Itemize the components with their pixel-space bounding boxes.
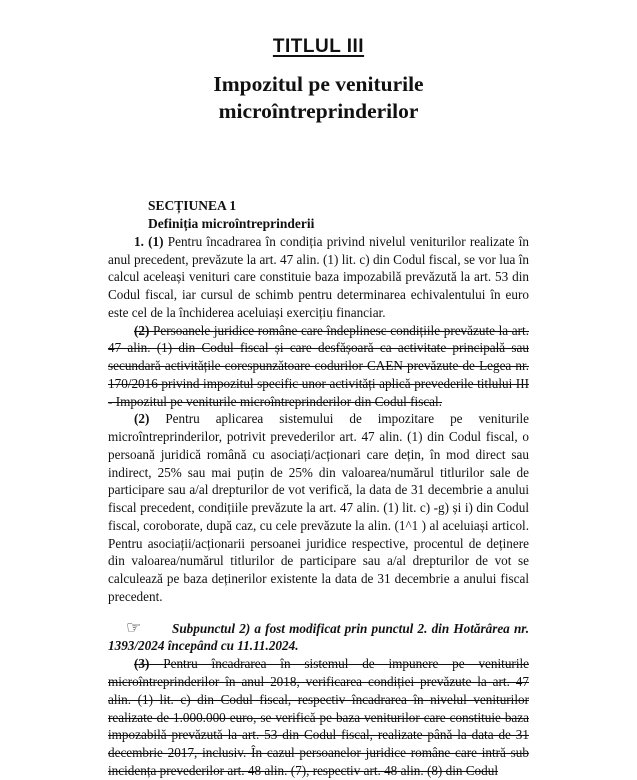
paragraph-2-repealed-text: Persoanele juridice române care îndeplinesc condițiile prevăzute la art. 47 alin. (1) din Codul fiscal și care desfășoară ca activitate principală sau secundară activitățile corespunzătoare codurilor CAEN prevăzute de Legea nr. 170/2016 privind impozitul specific unor activități aplică prevederile titlului III - Impozitul pe veniturile microîntreprinderilor din Codul fiscal. xyxy=(108,322,530,409)
paragraph-1-marker: 1. (1) xyxy=(134,233,164,249)
paragraph-2-text: Pentru aplicarea sistemului de impozitare pe veniturile microîntreprinderilor, potrivit prevederilor art. 47 alin. (1) din Codul fiscal, o persoană juridică română cu asociați/acționari care dețin, în mod direct sau indirect, 25% sau mai puțin de 25% din valoarea/numărul titlurilor sale de participare sau a/al drepturilor de vot verifică, la data de 31 decembrie a anului fiscal precedent, condițiile prevăzute la art. 47 alin. (1) lit. c) -g) și i) din Codul fiscal, coroborate, după caz, cu cele prevăzute la alin. (1^1 ) al aceluiași articol. Pentru asociații/acționarii persoanei juridice respective, procentul de deținere din valoarea/numărul titlurilor de participare sau a/al drepturilor de vot se calculează pe baza deținerilor existente la data de 31 decembrie a anului fiscal precedent. xyxy=(108,411,529,604)
pointing-hand-icon: ☞ xyxy=(126,617,142,638)
document-content xyxy=(108,0,529,780)
paragraph-2-marker: (2) xyxy=(134,411,150,427)
amendment-note xyxy=(108,617,529,656)
paragraph-2-repealed-marker: (2) xyxy=(134,322,150,338)
paragraph-2-repealed xyxy=(108,322,529,411)
page-title-line-1: Impozitul pe veniturile xyxy=(213,71,424,96)
paragraph-3-repealed-marker: (3) xyxy=(134,656,150,672)
paragraph-2 xyxy=(108,410,529,605)
paragraph-1-text: Pentru încadrarea în condiția privind nivelul veniturilor realizate în anul precedent, prevăzute la art. 47 alin. (1) lit. c) din Codul fiscal, se vor lua în calcul aceleași venituri care constituie baza impozabilă prevăzută la art. 53 din Codul fiscal, iar cursul de schimb pentru determinarea echivalentului în euro este cel de la închiderea aceluiași exercițiu financiar. xyxy=(108,233,529,320)
titlul-heading xyxy=(108,36,529,58)
section-heading xyxy=(108,197,529,233)
paragraph-1 xyxy=(108,233,529,322)
section-number: SECȚIUNEA 1 xyxy=(148,198,237,213)
titlul-heading-text: TITLUL III xyxy=(272,36,365,57)
paragraph-3-repealed xyxy=(108,655,529,779)
page-title-line-2: microîntreprinderilor xyxy=(218,98,419,123)
page-title xyxy=(108,71,529,125)
paragraph-3-repealed-text: Pentru încadrarea în sistemul de impunere pe veniturile microîntreprinderilor în anul 2018, verificarea condiției prevăzute la art. 47 alin. (1) lit. c) din Codul fiscal, respectiv încadrarea în nivelul veniturilor realizate de 1.000.000 euro, se verifică pe baza veniturilor care constituie baza impozabilă prevăzută la art. 53 din Codul fiscal, realizate până la data de 31 decembrie 2017, inclusiv. În cazul persoanelor juridice române care intră sub incidența prevederilor art. 48 alin. (7), respectiv art. 48 alin. (8) din Codul xyxy=(108,656,530,778)
amendment-note-text: Subpunctul 2) a fost modificat prin punctul 2. din Hotărârea nr. 1393/2024 începând cu 11.11.2024. xyxy=(108,620,529,654)
section-title: Definiția microîntreprinderii xyxy=(148,215,315,231)
